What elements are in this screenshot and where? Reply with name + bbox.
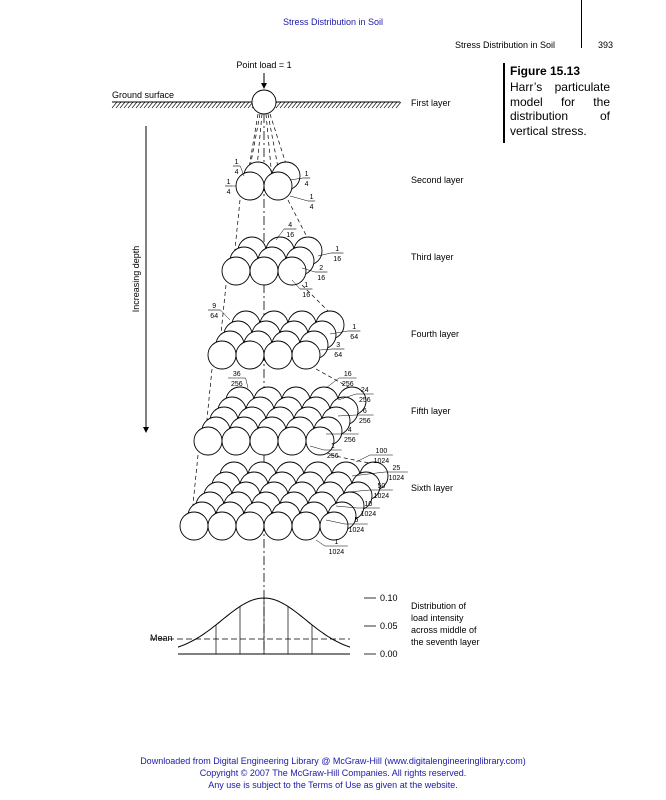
fraction-denominator: 1024 (348, 527, 365, 534)
fraction-numerator: 1 (234, 159, 239, 166)
fraction-numerator: 1 (330, 443, 335, 450)
particle-circle (208, 341, 236, 369)
fraction-numerator: 6 (362, 408, 367, 415)
hatch-mark (296, 102, 301, 108)
hatch-mark (132, 102, 137, 108)
particle-circle (236, 341, 264, 369)
particle-circle (320, 512, 348, 540)
layer-label-3: Third layer (411, 252, 454, 262)
hatch-mark (368, 102, 373, 108)
fraction-denominator: 256 (343, 437, 356, 444)
hatch-mark (144, 102, 149, 108)
fraction-numerator: 1 (226, 179, 231, 186)
hatch-mark (120, 102, 125, 108)
footer-copyright-line: Copyright © 2007 The McGraw-Hill Companies. All rights reserved. (199, 768, 467, 778)
fraction-denominator: 64 (210, 313, 219, 320)
hatch-mark (288, 102, 293, 108)
particle-circle (264, 341, 292, 369)
hatch-mark (160, 102, 165, 108)
particle-circle (264, 512, 292, 540)
fraction-numerator: 1 (352, 324, 357, 331)
hatch-mark (136, 102, 141, 108)
ground-surface-label: Ground surface (112, 90, 175, 100)
fraction-numerator: 16 (343, 371, 352, 378)
particle-circle (306, 427, 334, 455)
fraction-numerator: 5 (354, 517, 359, 524)
footer-terms-line[interactable]: Any use is subject to the Terms of Use as given at the website. (208, 780, 458, 790)
particle-circle (180, 512, 208, 540)
layer-label-4: Fourth layer (411, 329, 460, 339)
hatch-mark (336, 102, 341, 108)
hatch-mark (236, 102, 241, 108)
fraction-leader (246, 378, 248, 388)
load-intensity-distribution (178, 598, 350, 654)
fraction-denominator: 1024 (328, 549, 345, 556)
fraction-numerator: 25 (392, 465, 401, 472)
hatch-mark (324, 102, 329, 108)
particle-circle (278, 257, 306, 285)
hatch-mark (292, 102, 297, 108)
hatch-mark (380, 102, 385, 108)
fraction-numerator: 1 (304, 282, 309, 289)
hatch-mark (156, 102, 161, 108)
fraction-numerator: 2 (319, 265, 324, 272)
distribution-label-line-1: Distribution of (411, 601, 467, 611)
particle-circle (264, 172, 292, 200)
hatch-mark (364, 102, 369, 108)
hatch-mark (228, 102, 233, 108)
hatch-mark (356, 102, 361, 108)
hatch-mark (200, 102, 205, 108)
fraction-numerator: 4 (347, 427, 352, 434)
fraction-denominator: 16 (333, 256, 342, 263)
fraction-numerator: 4 (288, 222, 293, 229)
hatch-mark (184, 102, 189, 108)
fraction-numerator: 50 (377, 483, 386, 490)
hatch-mark (180, 102, 185, 108)
particle-circle (250, 257, 278, 285)
fraction-numerator: 24 (360, 387, 369, 394)
hatch-mark (140, 102, 145, 108)
footer-download-line[interactable]: Downloaded from Digital Engineering Library @ McGraw-Hill (www.digitalengineeringlibrary.com) (140, 756, 526, 766)
fraction-leader (356, 455, 370, 462)
fraction-numerator: 1 (334, 539, 339, 546)
hatch-mark (196, 102, 201, 108)
hatch-mark (172, 102, 177, 108)
hatch-mark (396, 102, 401, 108)
top-source-link[interactable]: Stress Distribution in Soil (282, 17, 384, 27)
hatch-mark (244, 102, 249, 108)
intensity-tick-label-010: 0.10 (380, 593, 398, 603)
particle-circle (292, 512, 320, 540)
hatch-mark (204, 102, 209, 108)
fraction-numerator: 9 (212, 303, 217, 310)
hatch-mark (352, 102, 357, 108)
fraction-denominator: 16 (286, 232, 295, 239)
hatch-mark (384, 102, 389, 108)
fraction-denominator: 16 (317, 275, 326, 282)
fraction-denominator: 256 (341, 381, 354, 388)
fraction-denominator: 1024 (373, 493, 390, 500)
depth-axis-label: Increasing depth (131, 245, 141, 313)
figure-number: Figure 15.13 (510, 64, 581, 78)
hatch-mark (224, 102, 229, 108)
hatch-mark (328, 102, 333, 108)
fraction-denominator: 4 (234, 169, 239, 176)
fraction-denominator: 256 (326, 453, 339, 460)
hatch-mark (280, 102, 285, 108)
particle-circle (236, 172, 264, 200)
hatch-mark (124, 102, 129, 108)
hatch-mark (348, 102, 353, 108)
hatch-mark (372, 102, 377, 108)
fraction-leader (220, 310, 230, 320)
hatch-mark (376, 102, 381, 108)
fraction-numerator: 1 (304, 171, 309, 178)
particle-circle (292, 341, 320, 369)
particle-circle (236, 512, 264, 540)
figure-caption: Harr’s particulate model for the distribution of vertical stress. (510, 80, 610, 138)
hatch-mark (300, 102, 305, 108)
hatch-mark (232, 102, 237, 108)
distribution-label-line-2: load intensity (411, 613, 464, 623)
hatch-mark (216, 102, 221, 108)
fraction-denominator: 4 (304, 181, 309, 188)
hatch-mark (164, 102, 169, 108)
fraction-denominator: 1024 (388, 475, 405, 482)
running-title: Stress Distribution in Soil (455, 40, 556, 50)
particle-circle (252, 90, 276, 114)
hatch-mark (240, 102, 245, 108)
hatch-mark (344, 102, 349, 108)
hatch-mark (212, 102, 217, 108)
fraction-denominator: 1024 (360, 511, 377, 518)
fraction-denominator: 256 (358, 418, 371, 425)
hatch-mark (284, 102, 289, 108)
fraction-denominator: 4 (309, 204, 314, 211)
distribution-label-line-4: the seventh layer (411, 637, 480, 647)
fraction-numerator: 1 (309, 194, 314, 201)
layer-label-5: Fifth layer (411, 406, 451, 416)
particle-circle (278, 427, 306, 455)
hatch-mark (304, 102, 309, 108)
fraction-denominator: 256 (358, 397, 371, 404)
fraction-denominator: 256 (230, 381, 243, 388)
fraction-leader (316, 540, 325, 546)
hatch-mark (128, 102, 133, 108)
load-path-line (270, 114, 286, 164)
fraction-leader (290, 196, 308, 201)
hatch-mark (332, 102, 337, 108)
fraction-denominator: 4 (226, 189, 231, 196)
hatch-mark (176, 102, 181, 108)
fraction-denominator: 16 (302, 292, 311, 299)
hatch-mark (116, 102, 121, 108)
hatch-mark (392, 102, 397, 108)
hatch-mark (388, 102, 393, 108)
distribution-label-line-3: across middle of (411, 625, 477, 635)
hatch-mark (312, 102, 317, 108)
hatch-mark (308, 102, 313, 108)
particle-circle (208, 512, 236, 540)
hatch-mark (188, 102, 193, 108)
hatch-mark (340, 102, 345, 108)
fraction-denominator: 64 (350, 334, 359, 341)
intensity-tick-label-005: 0.05 (380, 621, 398, 631)
fraction-denominator: 1024 (373, 458, 390, 465)
particle-circle (250, 427, 278, 455)
hatch-mark (316, 102, 321, 108)
hatch-mark (360, 102, 365, 108)
hatch-mark (148, 102, 153, 108)
fraction-numerator: 100 (375, 448, 388, 455)
particle-circle (222, 427, 250, 455)
particle-circle (194, 427, 222, 455)
intensity-tick-label-000: 0.00 (380, 649, 398, 659)
hatch-mark (320, 102, 325, 108)
fraction-leader (326, 378, 339, 388)
layer-label-2: Second layer (411, 175, 464, 185)
fraction-numerator: 3 (336, 342, 341, 349)
hatch-mark (152, 102, 157, 108)
hatch-mark (112, 102, 117, 108)
fraction-numerator: 36 (232, 371, 241, 378)
hatch-mark (208, 102, 213, 108)
layer-label-1: First layer (411, 98, 451, 108)
fraction-denominator: 64 (334, 352, 343, 359)
particle-circle (222, 257, 250, 285)
fraction-numerator: 10 (364, 501, 373, 508)
point-load-label: Point load = 1 (236, 60, 292, 70)
hatch-mark (168, 102, 173, 108)
layer-label-6: Sixth layer (411, 483, 454, 493)
mean-label: Mean (150, 633, 173, 643)
page-number: 393 (598, 40, 614, 50)
hatch-mark (220, 102, 225, 108)
hatch-mark (192, 102, 197, 108)
fraction-numerator: 1 (335, 246, 340, 253)
hatch-mark (276, 102, 281, 108)
